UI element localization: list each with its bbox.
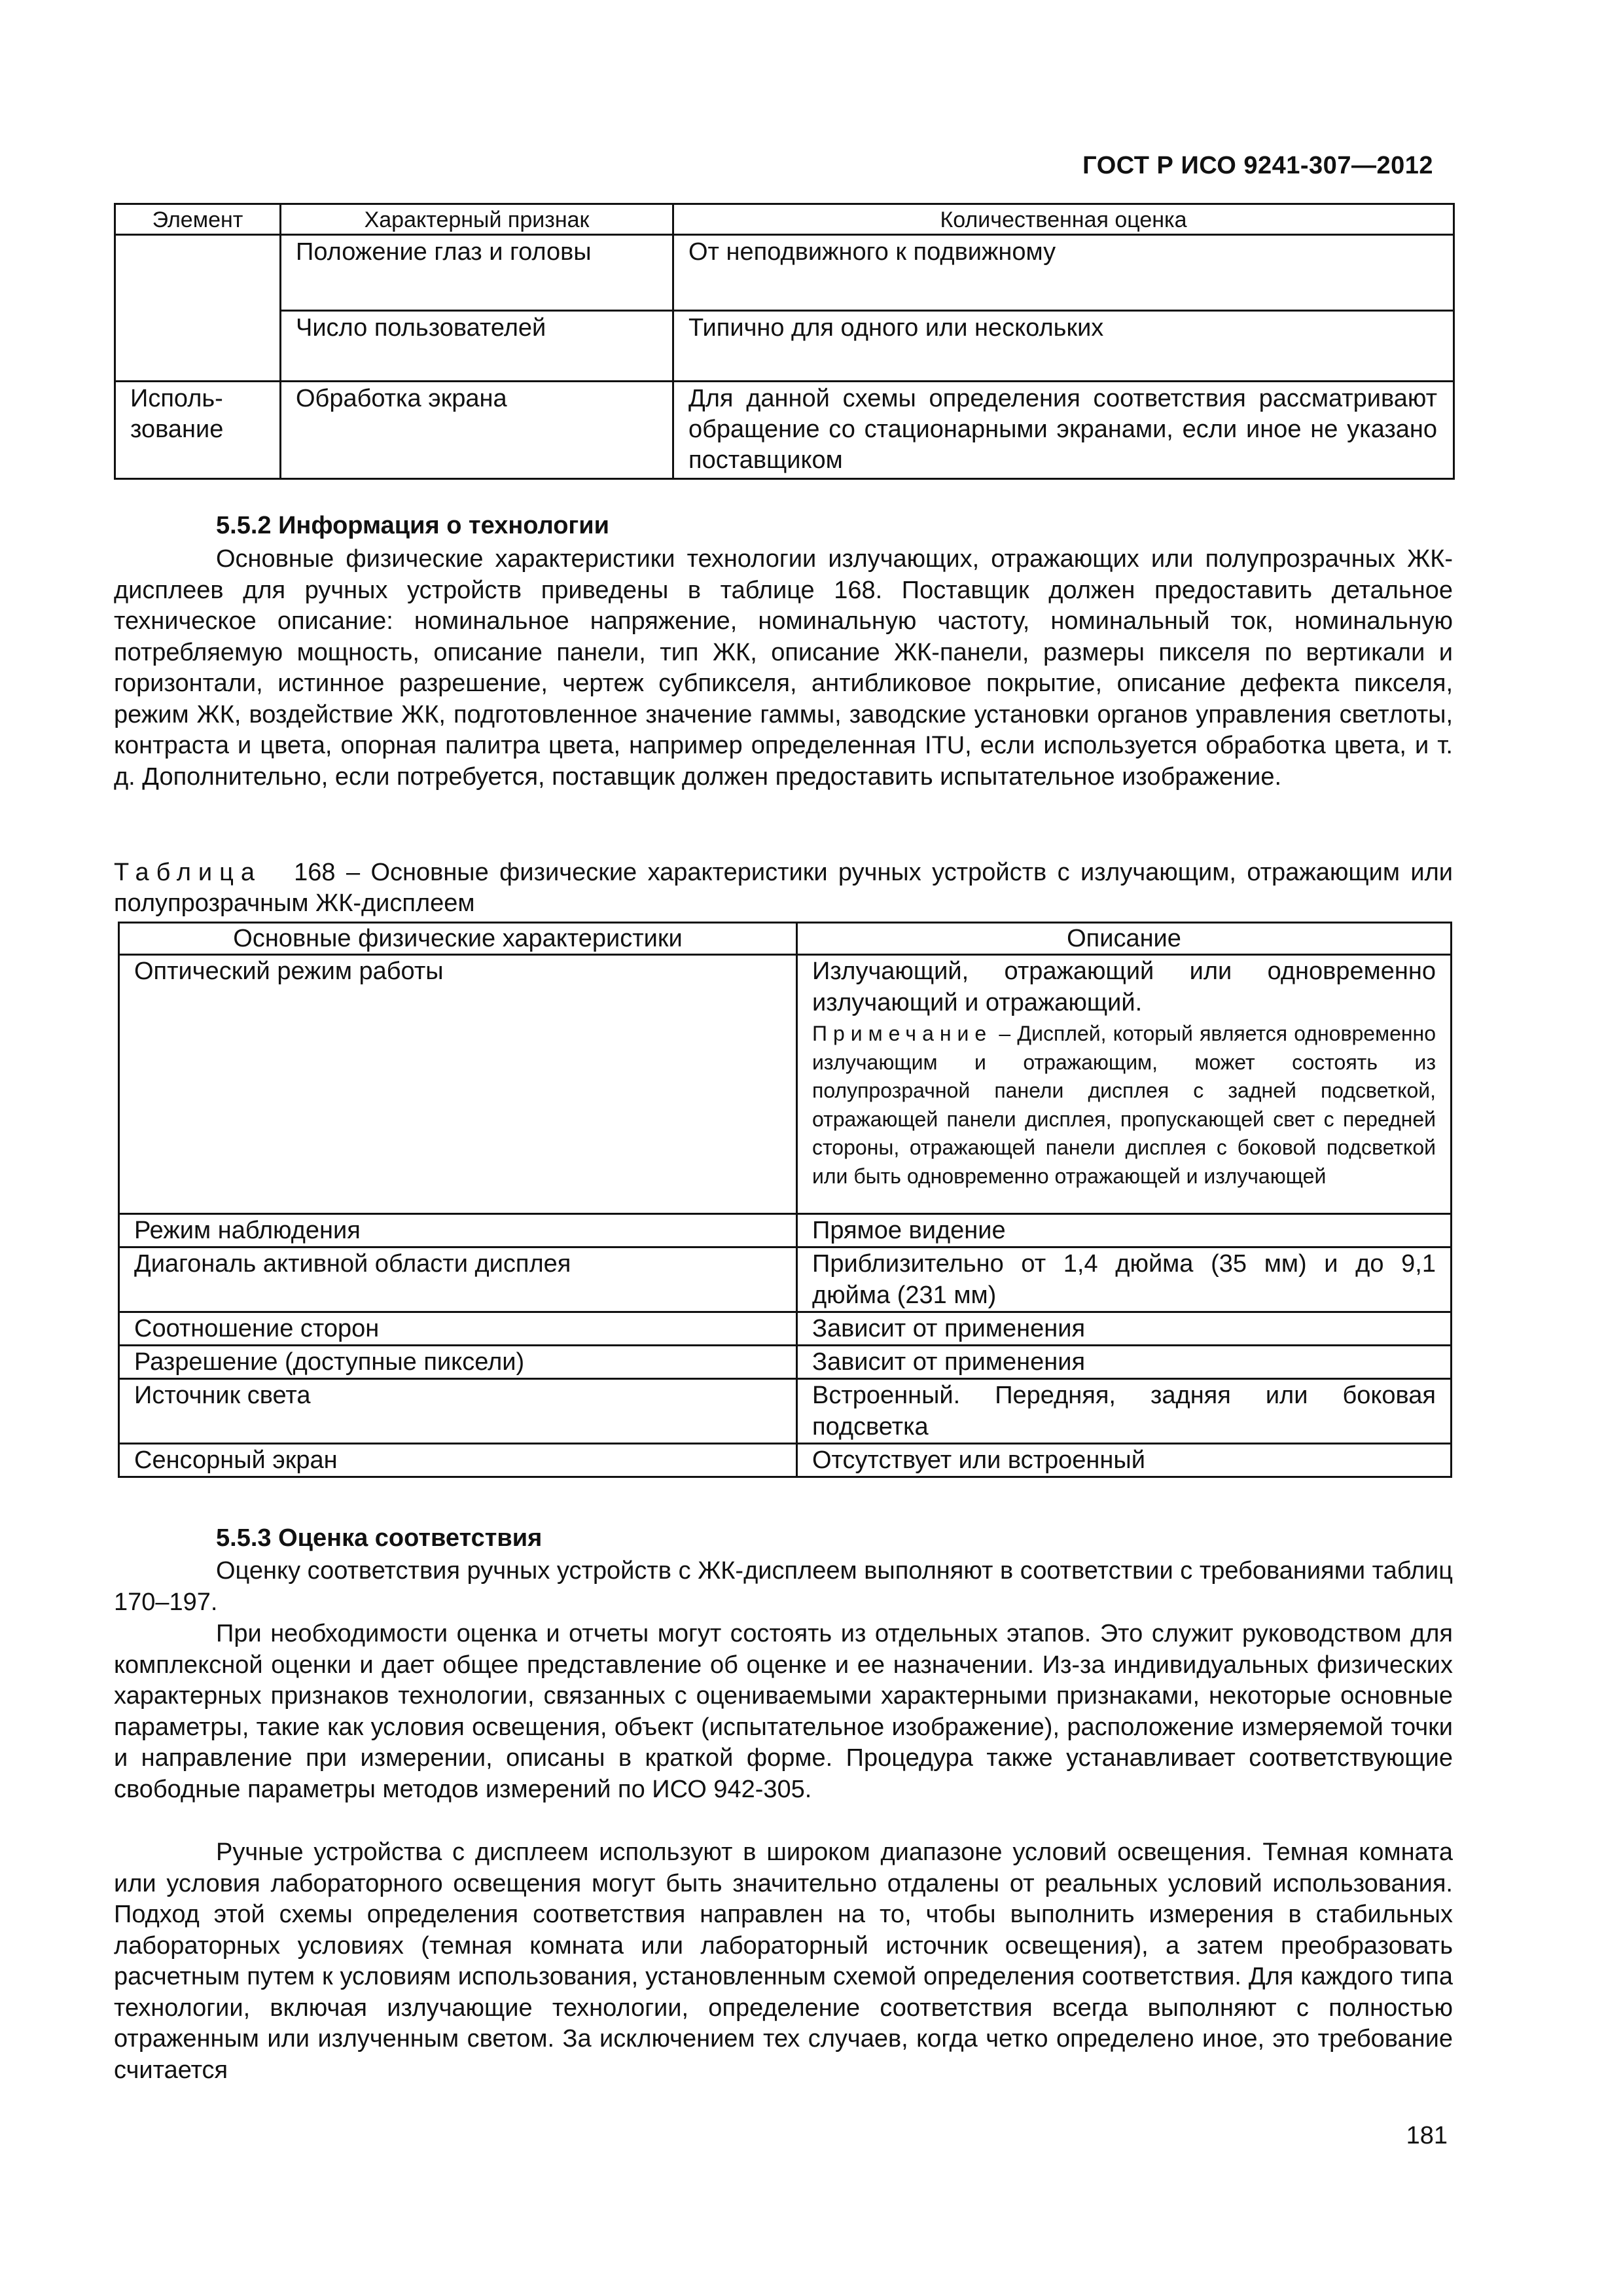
table-cell: Исполь-зование xyxy=(115,382,281,479)
cell-text: Излучающий, отражающий или одновременно излучающий и отражающий. xyxy=(812,958,1436,1016)
table-row xyxy=(115,382,1454,479)
paragraph: Оценку соответствия ручных устройств с ЖК-дисплеем выполняют в соответствии с требованиями таблиц 170–197. xyxy=(114,1557,1453,1616)
table-use-characteristics xyxy=(114,203,1455,480)
caption-text: 168 – Основные физические характеристики ручных устройств с излучающим, отражающим или полупрозрачным ЖК-дисплеем xyxy=(114,859,1453,917)
table-cell: Для данной схемы определения соответствия рассматривают обращение со стационарными экранами, если иное не указано поставщиком xyxy=(673,382,1454,479)
document-header: ГОСТ Р ИСО 9241-307—2012 xyxy=(1082,152,1433,179)
table-row xyxy=(119,1379,1452,1444)
table-cell: Приблизительно от 1,4 дюйма (35 мм) и до 9,1 дюйма (231 мм) xyxy=(797,1247,1452,1312)
table-cell: Соотношение сторон xyxy=(119,1312,797,1346)
table-cell: Положение глаз и головы xyxy=(281,235,673,311)
table-cell: Отсутствует или встроенный xyxy=(797,1444,1452,1477)
table-row xyxy=(119,1214,1452,1247)
table-row xyxy=(115,311,1454,382)
table-cell: Прямое видение xyxy=(797,1214,1452,1247)
table-cell: Оптический режим работы xyxy=(119,955,797,1214)
table-cell xyxy=(797,955,1452,1214)
table-cell: Источник света xyxy=(119,1379,797,1444)
paragraph: Ручные устройства с дисплеем используют в широком диапазоне условий освещения. Темная комната или условия лабораторного освещения могут быть значительно отдалены от реальных условий использования. Подход этой схемы определения соответствия направлен на то, чтобы выполнить измерения в стабильных лабораторных условиях (темная комната или лабораторный источник освещения), а затем преобразовать расчетным путем к условиям использования, установленным схемой определения соответствия. Для каждого типа технологии, включая излучающие технологии, определение соответствия всегда выполняют с полностью отраженным или излученным светом. За исключением тех случаев, когда четко определено иное, это требование считается xyxy=(114,1839,1453,2084)
caption-label: Таблица xyxy=(114,859,262,886)
table-168 xyxy=(118,922,1452,1478)
table-cell: Зависит от применения xyxy=(797,1312,1452,1346)
table-cell: От неподвижного к подвижному xyxy=(673,235,1454,311)
section-heading: 5.5.3 Оценка соответствия xyxy=(216,1524,543,1552)
table-row xyxy=(119,1444,1452,1477)
table-header-row xyxy=(119,923,1452,955)
column-header: Характерный признак xyxy=(281,204,673,235)
table-cell: Режим наблюдения xyxy=(119,1214,797,1247)
page-number: 181 xyxy=(1406,2122,1448,2149)
table-cell: Типично для одного или нескольких xyxy=(673,311,1454,382)
note-label: Примечание xyxy=(812,1022,993,1045)
table-cell: Встроенный. Передняя, задняя или боковая подсветка xyxy=(797,1379,1452,1444)
table-note xyxy=(812,1020,1436,1191)
paragraph: При необходимости оценка и отчеты могут состоять из отдельных этапов. Это служит руководством для комплексной оценки и дает общее представление об оценке и ее назначении. Из-за индивидуальных физических характерных признаков технологии, связанных с оцениваемыми характерными признаками, некоторые основные параметры, такие как условия освещения, объект (испытательное изображение), расположение измеряемой точки и направление при измерении, описаны в краткой форме. Процедура также устанавливает соответствующие свободные параметры методов измерений по ИСО 942-305. xyxy=(114,1620,1453,1803)
table-row xyxy=(119,1312,1452,1346)
table-row xyxy=(119,1247,1452,1312)
table-row xyxy=(115,235,1454,311)
column-header: Основные физические характеристики xyxy=(119,923,797,955)
table-cell: Число пользователей xyxy=(281,311,673,382)
table-row xyxy=(119,1346,1452,1379)
table-cell: Сенсорный экран xyxy=(119,1444,797,1477)
column-header: Количественная оценка xyxy=(673,204,1454,235)
table-cell xyxy=(115,235,281,382)
column-header: Элемент xyxy=(115,204,281,235)
table-cell: Обработка экрана xyxy=(281,382,673,479)
table-cell: Зависит от применения xyxy=(797,1346,1452,1379)
table-cell: Разрешение (доступные пиксели) xyxy=(119,1346,797,1379)
note-text: – Дисплей, который является одновременно излучающим и отражающим, может состоять из полупрозрачной панели дисплея с задней подсветкой, отражающей панели дисплея, пропускающей свет с передней стороны, отражающей панели дисплея с боковой подсветкой или быть одновременно отражающей и излучающей xyxy=(812,1022,1436,1188)
table-row xyxy=(119,955,1452,1214)
table-cell: Диагональ активной области дисплея xyxy=(119,1247,797,1312)
table-header-row xyxy=(115,204,1454,235)
table-caption xyxy=(114,857,1453,919)
paragraph: Основные физические характеристики технологии излучающих, отражающих или полупрозрачных ЖК-дисплеев для ручных устройств приведены в таблице 168. Поставщик должен предоставить детальное техническое описание: номинальное напряжение, номинальную частоту, номинальный ток, номинальную потребляемую мощность, описание панели, тип ЖК, описание ЖК-панели, размеры пикселя по вертикали и горизонтали, истинное разрешение, чертеж субпикселя, антибликовое покрытие, описание дефекта пикселя, режим ЖК, воздействие ЖК, подготовленное значение гаммы, заводские установки органов управления светлоты, контраста и цвета, опорная палитра цвета, например определенная ITU, если используется обработка цвета, и т. д. Дополнительно, если потребуется, поставщик должен предоставить испытательное изображение. xyxy=(114,545,1453,791)
section-heading: 5.5.2 Информация о технологии xyxy=(216,512,609,539)
column-header: Описание xyxy=(797,923,1452,955)
